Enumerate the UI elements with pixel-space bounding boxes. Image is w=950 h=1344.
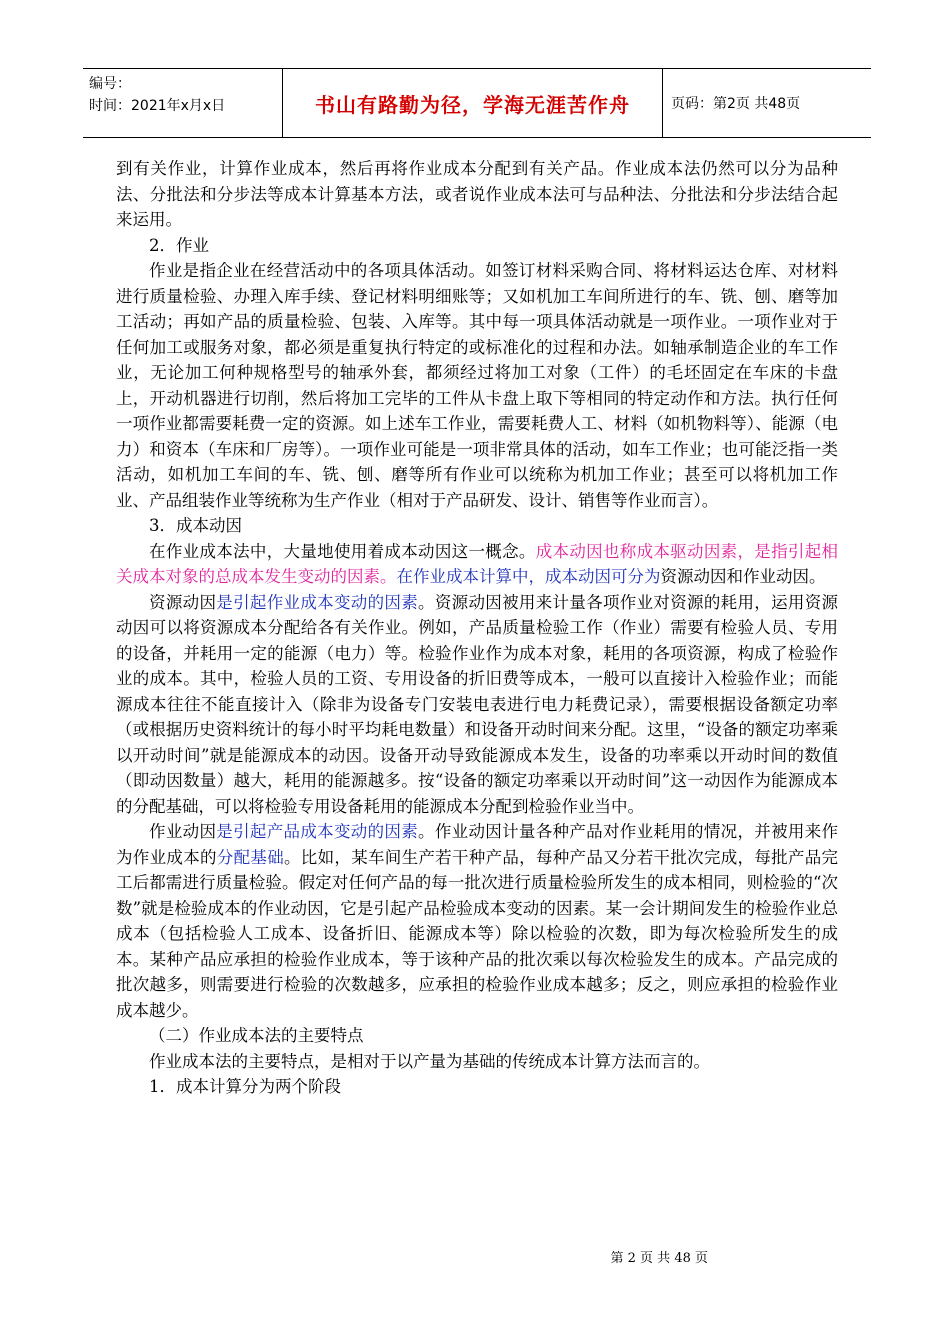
text-span: 。作业动因计量各种产品对作业耗用的情况，并被用来作为作业成本的 — [116, 822, 838, 867]
paragraph-resource-driver — [116, 590, 838, 820]
heading-two-stages: 1．成本计算分为两个阶段 — [149, 1077, 341, 1096]
heading-activity: 2．作业 — [149, 235, 209, 255]
highlight-blue: 分配基础 — [216, 847, 284, 867]
text-span: 资源动因和作业动因。 — [660, 567, 826, 586]
text-span: 资源动因 — [149, 592, 217, 612]
document-number-label: 编号： — [89, 76, 131, 92]
page-footer: 第 2 页 共 48 页 — [610, 1251, 708, 1266]
paragraph-activity: 作业是指企业在经营活动中的各项具体活动。如签订材料采购合同、将材料运达仓库、对材料进行质量检验、办理入库手续、登记材料明细账等；又如机加工车间所进行的车、铣、刨、磨等加工活动；再如产品的质量检验、包装、入库等。其中每一项具体活动就是一项作业。一项作业对于任何加工或服务对象，都必须是重复执行特定的或标准化的过程和办法。如轴承制造企业的车工作业，无论加工何种规格型号的轴承外套，都须经过将加工对象（工件）的毛坯固定在车床的卡盘上，开动机器进行切削，然后将加工完毕的工件从卡盘上取下等相同的特定动作和方法。执行任何一项作业都需要耗费一定的资源。如上述车工作业，需要耗费人工、材料（如机物料等）、能源（电力）和资本（车床和厂房等）。一项作业可能是一项非常具体的活动，如车工作业；也可能泛指一类活动，如机加工车间的车、铣、刨、磨等所有作业可以统称为机加工作业；甚至可以将机加工作业、产品组装作业等统称为生产作业（相对于产品研发、设计、销售等作业而言）。 — [116, 261, 838, 510]
text-span: 。比如，某车间生产若干种产品，每种产品又分若干批次完成，每批产品完工后都需进行质量检验。假定对任何产品的每一批次进行质量检验所发生的成本相同，则检验的“次数”就是检验成本的作业动因，它是引起产品检验成本变动的因素。某一会计期间发生的检验作业总成本（包括检验人工成本、设备折旧、能源成本等）除以检验的次数，即为每次检验所发生的成本。某种产品应承担的检验作业成本，等于该种产品的批次乘以每次检验发生的成本。产品完成的批次越多，则需要进行检验的次数越多，应承担的检验作业成本越多；反之，则应承担的检验作业成本越少。 — [116, 847, 839, 1020]
heading-section-features: （二）作业成本法的主要特点 — [149, 1026, 364, 1045]
header-meta — [83, 69, 283, 137]
paragraph-cost-driver — [116, 539, 838, 590]
document-body — [116, 156, 838, 1100]
text-span: 作业动因 — [149, 822, 217, 841]
text-span: 。资源动因被用来计量各项作业对资源的耗用，运用资源动因可以将资源成本分配给各有关作业。例如，产品质量检验工作（作业）需要有检验人员、专用的设备，并耗用一定的能源（电力）等。检验作业作为成本对象，耗用的各项资源，构成了检验作业的成本。其中，检验人员的工资、专用设备的折旧费等成本，一般可以直接计入检验作业；而能源成本往往不能直接计入（除非为设备专门安装电表进行电力耗费记录），需要根据设备额定功率（或根据历史资料统计的每小时平均耗电数量）和设备开动时间来分配。这里，“设备的额定功率乘以开动时间”就是能源成本的动因。设备开动导致能源成本发生，设备的功率乘以开动时间的数值（即动因数量）越大，耗用的能源越多。按“设备的额定功率乘以开动时间”这一动因作为能源成本的分配基础，可以将检验专用设备耗用的能源成本分配到检验作业当中。 — [116, 592, 838, 816]
paragraph-features: 作业成本法的主要特点，是相对于以产量为基础的传统成本计算方法而言的。 — [149, 1051, 710, 1071]
text-span: 在作业成本法中，大量地使用着成本动因这一概念。 — [149, 541, 536, 561]
highlight-pink: 成本动因也称成本驱动因素，是指引起相关成本对象的总成本发生变动的因素。 — [116, 541, 838, 586]
paragraph-intro: 到有关作业，计算作业成本，然后再将作业成本分配到有关产品。作业成本法仍然可以分为品种法、分批法和分步法等成本计算基本方法，或者说作业成本法可与品种法、分批法和分步法结合起来运用。 — [116, 159, 838, 229]
document-header — [83, 68, 871, 138]
highlight-blue: 是引起产品成本变动的因素 — [216, 822, 418, 841]
document-time-label: 时间：2021年x月x日 — [89, 98, 226, 114]
highlight-blue: 在作业成本计算中，成本动因可分为 — [396, 567, 661, 586]
highlight-blue: 是引起作业成本变动的因素 — [216, 592, 418, 612]
paragraph-activity-driver — [116, 819, 838, 1023]
header-motto: 书山有路勤为径，学海无涯苦作舟 — [283, 69, 663, 137]
heading-cost-driver: 3．成本动因 — [149, 516, 242, 535]
header-page-info: 页码：第2页 共48页 — [671, 96, 801, 112]
